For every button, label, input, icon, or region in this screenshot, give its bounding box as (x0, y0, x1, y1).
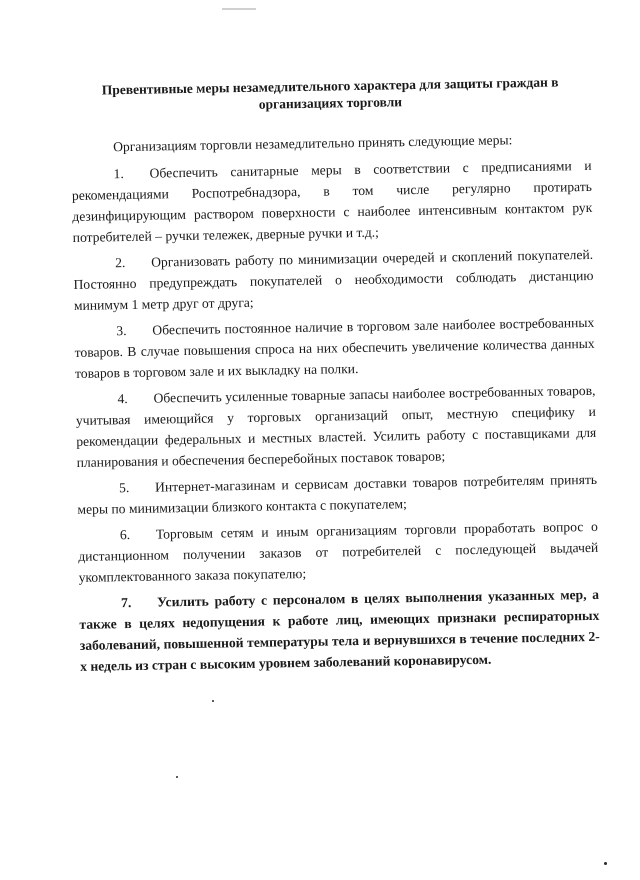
list-item-5 (77, 469, 598, 520)
list-item-1 (71, 155, 592, 248)
item-text: Обеспечить постоянное наличие в торговом зале наиболее востребованных товаров. В случае повышения спроса на них обеспечить увеличение количества данных товаров в торговом зале и их выкладку на полки. (74, 314, 595, 381)
scan-speck (176, 776, 178, 778)
scan-speck (212, 700, 214, 702)
item-number: 4. (117, 391, 128, 407)
list-item-2 (73, 244, 594, 316)
item-text: Усилить работу с персоналом в целях выполнения указанных мер, а также в целях недопущения к работе лиц, имеющих признаки респираторных заболеваний, повышенной температуры тела и вернувшихся в течение последних 2-х недель из стран с высоким уровнем заболеваний коронавирусом. (79, 586, 600, 674)
list-item-7 (79, 584, 600, 677)
item-text: Обеспечить санитарные меры в соответствии с предписаниями и рекомендациями Роспотребнадзора, в том числе регулярно протирать дезинфицирующим раствором поверхности с наиболее интенсивным контактом рук потребителей – ручки тележек, дверные ручки и т.д.; (71, 157, 593, 245)
document-body (70, 73, 600, 682)
item-text: Организовать работу по минимизации очередей и скоплений покупателей. Постоянно предупреждать покупателей о необходимости соблюдать дистанцию минимум 1 метр друг от друга; (73, 246, 594, 313)
item-number: 2. (115, 255, 126, 271)
list-item-4 (75, 380, 596, 473)
scan-artifact (222, 8, 256, 10)
item-number: 1. (113, 166, 124, 182)
item-text: Торговым сетям и иным организациям торговли проработать вопрос о дистанционном получении заказов от потребителей с последующей выдачей укомплектованного заказа покупателю; (78, 518, 599, 585)
item-number: 3. (116, 323, 127, 339)
item-text: Обеспечить усиленные товарные запасы наиболее востребованных товаров, учитывая имеющийся у торговых организаций опыт, местную специфику и рекомендации федеральных и местных властей. Усилить работу с поставщиками для планирования и обеспечения бесперебойных поставок товаров; (75, 382, 597, 470)
item-number: 5. (118, 480, 130, 496)
list-item-6 (78, 516, 599, 588)
document-title: Превентивные меры незамедлительного характера для защиты граждан в организациях торговли (101, 74, 559, 112)
scan-speck (604, 862, 607, 865)
intro-paragraph: Организациям торговли незамедлительно принять следующие меры: (113, 132, 513, 155)
item-number: 7. (120, 595, 132, 611)
item-number: 6. (119, 527, 131, 543)
item-text: Интернет-магазинам и сервисам доставки товаров потребителям принять меры по минимизации близкого контакта с покупателем; (77, 471, 598, 517)
list-item-3 (74, 312, 595, 384)
